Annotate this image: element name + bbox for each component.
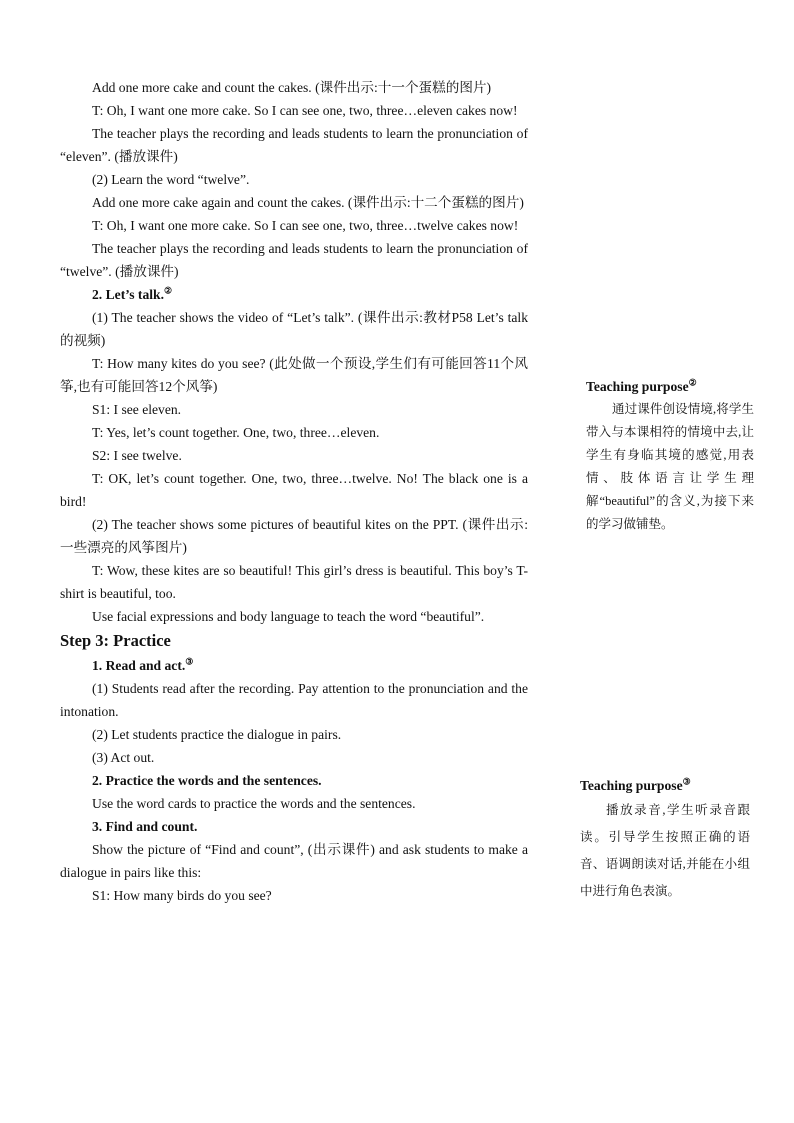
text-line: Add one more cake and count the cakes. (课件出示:十一个蛋糕的图片) bbox=[92, 80, 492, 95]
text-line: Use facial expressions and body language to teach the word “beautiful”. bbox=[92, 609, 485, 624]
heading-text: 2. Let’s talk. bbox=[92, 287, 164, 302]
text-line: The teacher plays the recording and leads students to learn the pronunciation of “eleven”. (播放课件) bbox=[60, 126, 528, 164]
text-line: T: How many kites do you see? (此处做一个预设,学生们有可能回答11个风筝,也有可能回答12个风筝) bbox=[60, 356, 528, 394]
footnote-marker: ③ bbox=[682, 776, 691, 787]
footnote-marker: ③ bbox=[185, 656, 194, 667]
text-line: (3) Act out. bbox=[92, 750, 155, 765]
text-line: Show the picture of “Find and count”, (出示课件) and ask students to make a dialogue in pairs like this: bbox=[60, 842, 528, 880]
text-line: T: Oh, I want one more cake. So I can see one, two, three…eleven cakes now! bbox=[92, 103, 518, 118]
teaching-purpose-note-3 bbox=[580, 775, 750, 905]
section-heading-lets-talk bbox=[60, 283, 528, 306]
heading-text: Teaching purpose bbox=[586, 379, 689, 394]
text-line: Use the word cards to practice the words and the sentences. bbox=[92, 796, 416, 811]
footnote-marker: ② bbox=[688, 377, 697, 388]
text-line: S1: How many birds do you see? bbox=[92, 888, 272, 903]
text-line: (1) Students read after the recording. Pay attention to the pronunciation and the intonation. bbox=[60, 681, 528, 719]
note-heading bbox=[580, 775, 750, 797]
note-text: 通过课件创设情境,将学生带入与本课相符的情境中去,让学生有身临其境的感觉,用表情、肢体语言让学生理解“beautiful”的含义,为接下来的学习做铺垫。 bbox=[586, 402, 754, 531]
text-line: (1) The teacher shows the video of “Let’s talk”. (课件出示:教材P58 Let’s talk 的视频) bbox=[60, 310, 528, 348]
note-heading bbox=[586, 376, 754, 398]
note-text: 播放录音,学生听录音跟读。引导学生按照正确的语音、语调朗读对话,并能在小组中进行角色表演。 bbox=[580, 803, 750, 898]
section-heading-practice: 2. Practice the words and the sentences. bbox=[92, 773, 322, 788]
heading-text: Teaching purpose bbox=[580, 778, 683, 793]
text-line: (2) Let students practice the dialogue in pairs. bbox=[92, 727, 342, 742]
text-line: T: Wow, these kites are so beautiful! This girl’s dress is beautiful. This boy’s T-shirt is beautiful, too. bbox=[60, 563, 528, 601]
heading-text: 1. Read and act. bbox=[92, 658, 186, 673]
section-heading-read-and-act bbox=[60, 654, 528, 677]
teaching-purpose-note-2 bbox=[586, 376, 754, 536]
text-line: S2: I see twelve. bbox=[92, 448, 182, 463]
step-title: Step 3: Practice bbox=[60, 631, 171, 650]
text-line: The teacher plays the recording and leads students to learn the pronunciation of “twelve”. (播放课件) bbox=[60, 241, 528, 279]
footnote-marker: ② bbox=[164, 285, 173, 296]
text-line: T: Oh, I want one more cake. So I can see one, two, three…twelve cakes now! bbox=[92, 218, 519, 233]
text-line: T: Yes, let’s count together. One, two, three…eleven. bbox=[92, 425, 380, 440]
text-line: S1: I see eleven. bbox=[92, 402, 182, 417]
lesson-plan-body bbox=[60, 76, 528, 907]
text-line: Add one more cake again and count the cakes. (课件出示:十二个蛋糕的图片) bbox=[92, 195, 524, 210]
text-line: T: OK, let’s count together. One, two, three…twelve. No! The black one is a bird! bbox=[60, 471, 528, 509]
text-line: (2) Learn the word “twelve”. bbox=[92, 172, 250, 187]
text-line: (2) The teacher shows some pictures of beautiful kites on the PPT. (课件出示:一些漂亮的风筝图片) bbox=[60, 517, 528, 555]
section-heading-find-and-count: 3. Find and count. bbox=[92, 819, 198, 834]
